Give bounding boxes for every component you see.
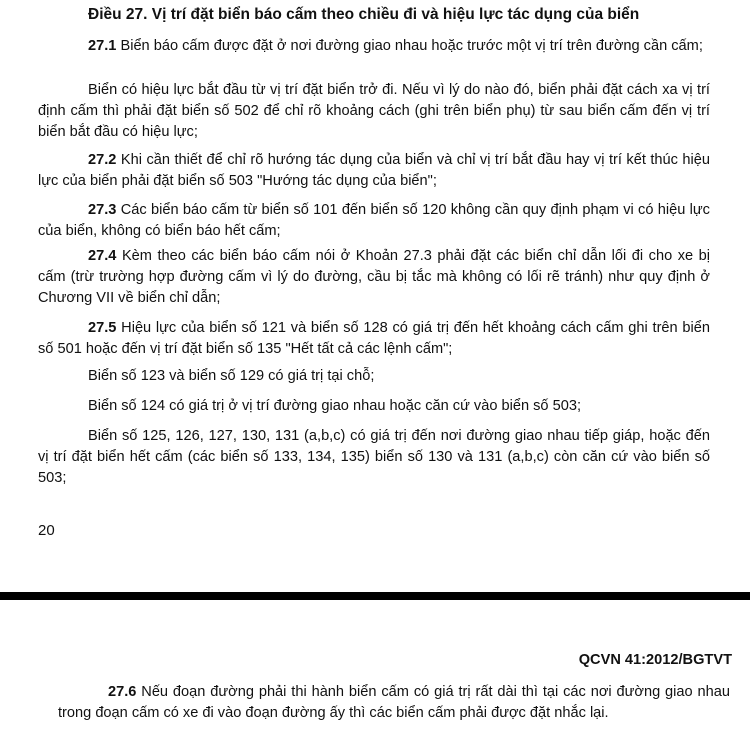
paragraph-text: Các biển báo cấm từ biển số 101 đến biển số 120 không cần quy định phạm vi có hiệu lực của biển, không có biển báo hết cấm; bbox=[38, 202, 710, 239]
paragraph-27-5 bbox=[38, 318, 710, 360]
paragraph-27-1-cont bbox=[38, 80, 710, 143]
clause-number: 27.2 bbox=[88, 152, 117, 168]
paragraph-text: Biển có hiệu lực bắt đầu từ vị trí đặt biển trở đi. Nếu vì lý do nào đó, biển phải đặt cách xa vị trí định cấm thì phải đặt biển số 502 để chỉ rõ khoảng cách (ghi trên biển phụ) từ sau biển cấm đến vị trí biển bắt đầu có hiệu lực; bbox=[38, 82, 710, 140]
clause-number: 27.6 bbox=[108, 684, 137, 700]
document-page-lower bbox=[0, 600, 750, 750]
paragraph-27-6 bbox=[58, 682, 730, 724]
clause-number: 27.5 bbox=[88, 320, 117, 336]
paragraph-27-3 bbox=[38, 200, 710, 242]
standard-code-header: QCVN 41:2012/BGTVT bbox=[578, 652, 732, 668]
paragraph-27-1 bbox=[38, 36, 710, 57]
paragraph-text: Biển báo cấm được đặt ở nơi đường giao nhau hoặc trước một vị trí trên đường cần cấm; bbox=[120, 38, 703, 54]
clause-number: 27.1 bbox=[88, 38, 117, 54]
paragraph-text: Biển số 124 có giá trị ở vị trí đường giao nhau hoặc căn cứ vào biển số 503; bbox=[88, 398, 582, 414]
paragraph-sign-125 bbox=[38, 426, 710, 489]
paragraph-text: Khi cần thiết để chỉ rõ hướng tác dụng của biển và chỉ vị trí bắt đầu hay vị trí kết thúc hiệu lực của biển phải đặt biển số 503 "Hướng tác dụng của biển"; bbox=[38, 152, 710, 189]
paragraph-27-2 bbox=[38, 150, 710, 192]
paragraph-text: Biển số 123 và biển số 129 có giá trị tại chỗ; bbox=[88, 368, 375, 384]
paragraph-text: Hiệu lực của biển số 121 và biển số 128 có giá trị đến hết khoảng cách cấm ghi trên biển số 501 hoặc đến vị trí đặt biển số 135 "Hết tất cả các lệnh cấm"; bbox=[38, 320, 710, 357]
article-heading: Điều 27. Vị trí đặt biển báo cấm theo chiều đi và hiệu lực tác dụng của biển bbox=[88, 6, 640, 23]
page-number: 20 bbox=[38, 522, 55, 539]
paragraph-text: Biển số 125, 126, 127, 130, 131 (a,b,c) có giá trị đến nơi đường giao nhau tiếp giáp, hoặc đến vị trí đặt biển hết cấm (các biển số 133, 134, 135) biển số 130 và 131 (a,b,c) còn căn cứ vào biển số 503; bbox=[38, 428, 710, 486]
paragraph-sign-124 bbox=[38, 396, 710, 417]
paragraph-27-4 bbox=[38, 246, 710, 309]
page-separator bbox=[0, 592, 750, 600]
paragraph-text: Kèm theo các biển báo cấm nói ở Khoản 27.3 phải đặt các biển chỉ dẫn lối đi cho xe bị cấm (trừ trường hợp đường cấm vì lý do đường, cầu bị tắc mà không có lối rẽ tránh) như quy định ở Chương VII về biển chỉ dẫn; bbox=[38, 248, 710, 306]
paragraph-text: Nếu đoạn đường phải thi hành biển cấm có giá trị rất dài thì tại các nơi đường giao nhau trong đoạn cấm có xe đi vào đoạn đường ấy thì các biển cấm phải được đặt nhắc lại. bbox=[58, 684, 730, 721]
clause-number: 27.3 bbox=[88, 202, 117, 218]
clause-number: 27.4 bbox=[88, 248, 117, 264]
paragraph-sign-123 bbox=[38, 366, 710, 387]
